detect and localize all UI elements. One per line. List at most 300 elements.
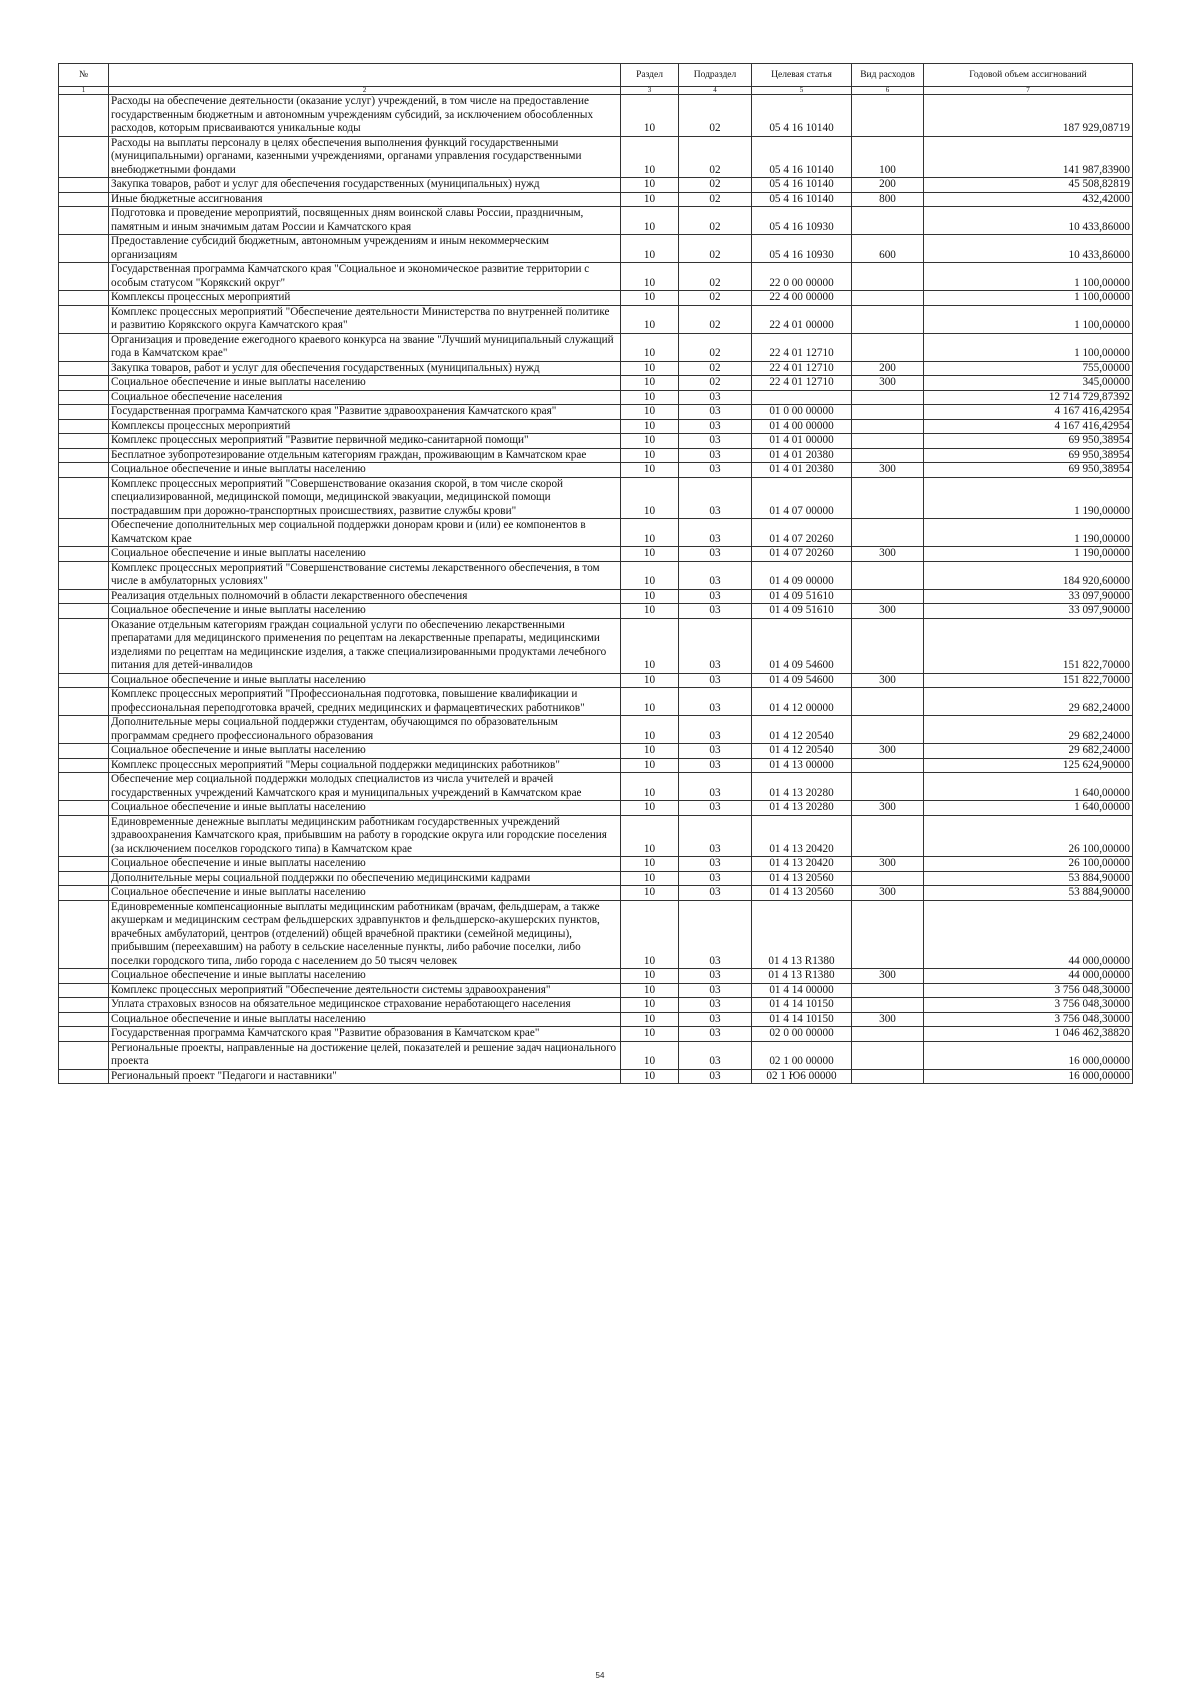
cell-volume: 1 100,00000 <box>924 333 1133 361</box>
cell-num <box>59 801 109 816</box>
cell-name: Государственная программа Камчатского края "Развитие здравоохранения Камчатского края" <box>109 405 621 420</box>
cell-name: Комплекс процессных мероприятий "Обеспечение деятельности системы здравоохранения" <box>109 983 621 998</box>
cell-subsection: 03 <box>679 463 752 478</box>
cell-volume: 69 950,38954 <box>924 448 1133 463</box>
cell-exptype <box>852 448 924 463</box>
cell-volume: 151 822,70000 <box>924 673 1133 688</box>
cell-target: 01 4 09 54600 <box>752 673 852 688</box>
cell-num <box>59 305 109 333</box>
cell-exptype <box>852 333 924 361</box>
cell-volume: 69 950,38954 <box>924 463 1133 478</box>
cell-exptype <box>852 390 924 405</box>
cell-section: 10 <box>621 263 679 291</box>
cell-volume: 29 682,24000 <box>924 716 1133 744</box>
cell-section: 10 <box>621 815 679 857</box>
cell-num <box>59 561 109 589</box>
cell-target: 01 4 00 00000 <box>752 419 852 434</box>
cell-volume: 184 920,60000 <box>924 561 1133 589</box>
cell-name: Дополнительные меры социальной поддержки по обеспечению медицинскими кадрами <box>109 871 621 886</box>
cell-exptype: 300 <box>852 744 924 759</box>
cell-num <box>59 263 109 291</box>
cell-section: 10 <box>621 900 679 969</box>
table-row <box>59 333 1133 361</box>
cell-subsection: 03 <box>679 448 752 463</box>
cell-name: Социальное обеспечение и иные выплаты населению <box>109 744 621 759</box>
table-row <box>59 871 1133 886</box>
cell-name: Социальное обеспечение и иные выплаты населению <box>109 886 621 901</box>
cell-section: 10 <box>621 291 679 306</box>
cell-name: Обеспечение дополнительных мер социальной поддержки донорам крови и (или) ее компонентов в Камчатском крае <box>109 519 621 547</box>
cell-name: Бесплатное зубопротезирование отдельным категориям граждан, проживающим в Камчатском крае <box>109 448 621 463</box>
cell-num <box>59 758 109 773</box>
cell-section: 10 <box>621 983 679 998</box>
cell-exptype <box>852 434 924 449</box>
cell-num <box>59 405 109 420</box>
cell-target: 05 4 16 10930 <box>752 235 852 263</box>
cell-exptype <box>852 1041 924 1069</box>
cell-num <box>59 886 109 901</box>
cell-exptype: 300 <box>852 1012 924 1027</box>
cell-subsection: 03 <box>679 871 752 886</box>
cell-name: Единовременные компенсационные выплаты медицинским работникам (врачам, фельдшерам, а также акушеркам и медицинским сестрам фельдшерских здравпунктов и фельдшерско-акушерских пунктов, врачебных амбулаторий, центров (отделений) общей врачебной практики (семейной медицины), прибывшим (переехавшим) на работу в сельские населенные пункты, либо рабочие поселки, либо поселки городского типа, либо города с населением до 50 тысяч человек <box>109 900 621 969</box>
cell-name: Социальное обеспечение и иные выплаты населению <box>109 801 621 816</box>
cell-target: 01 4 07 20260 <box>752 519 852 547</box>
cell-num <box>59 871 109 886</box>
cell-volume: 1 640,00000 <box>924 773 1133 801</box>
cell-volume: 69 950,38954 <box>924 434 1133 449</box>
cell-target: 01 4 01 20380 <box>752 448 852 463</box>
cell-num <box>59 773 109 801</box>
table-row <box>59 207 1133 235</box>
cell-section: 10 <box>621 333 679 361</box>
cell-name: Социальное обеспечение и иные выплаты населению <box>109 547 621 562</box>
cell-subsection: 02 <box>679 333 752 361</box>
cell-num <box>59 815 109 857</box>
cell-name: Социальное обеспечение и иные выплаты населению <box>109 1012 621 1027</box>
cell-target: 05 4 16 10140 <box>752 178 852 193</box>
table-row <box>59 886 1133 901</box>
cell-volume: 141 987,83900 <box>924 136 1133 178</box>
table-row <box>59 716 1133 744</box>
cell-name: Закупка товаров, работ и услуг для обеспечения государственных (муниципальных) нужд <box>109 361 621 376</box>
header-section: Раздел <box>621 64 679 87</box>
cell-section: 10 <box>621 361 679 376</box>
cell-volume: 45 508,82819 <box>924 178 1133 193</box>
cell-section: 10 <box>621 969 679 984</box>
cell-subsection: 03 <box>679 857 752 872</box>
cell-exptype: 300 <box>852 376 924 391</box>
col-num-2: 2 <box>109 87 621 95</box>
cell-target: 01 4 09 51610 <box>752 589 852 604</box>
cell-volume: 125 624,90000 <box>924 758 1133 773</box>
cell-volume: 3 756 048,30000 <box>924 1012 1133 1027</box>
header-exptype: Вид расходов <box>852 64 924 87</box>
cell-exptype <box>852 773 924 801</box>
cell-num <box>59 136 109 178</box>
table-body <box>59 95 1133 1084</box>
cell-section: 10 <box>621 1069 679 1084</box>
cell-subsection: 03 <box>679 744 752 759</box>
cell-section: 10 <box>621 561 679 589</box>
cell-num <box>59 673 109 688</box>
page-number: 54 <box>595 1671 605 1680</box>
cell-section: 10 <box>621 773 679 801</box>
cell-subsection: 02 <box>679 178 752 193</box>
cell-num <box>59 333 109 361</box>
header-subsection: Подраздел <box>679 64 752 87</box>
cell-name: Региональный проект "Педагоги и наставники" <box>109 1069 621 1084</box>
cell-subsection: 02 <box>679 376 752 391</box>
cell-section: 10 <box>621 405 679 420</box>
table-row <box>59 376 1133 391</box>
cell-section: 10 <box>621 376 679 391</box>
cell-num <box>59 291 109 306</box>
cell-exptype: 200 <box>852 178 924 193</box>
cell-subsection: 02 <box>679 235 752 263</box>
cell-volume: 1 100,00000 <box>924 263 1133 291</box>
cell-target: 22 4 01 12710 <box>752 361 852 376</box>
cell-subsection: 03 <box>679 815 752 857</box>
cell-name: Организация и проведение ежегодного краевого конкурса на звание "Лучший муниципальный служащий года в Камчатском крае" <box>109 333 621 361</box>
table-row <box>59 801 1133 816</box>
cell-name: Комплекс процессных мероприятий "Обеспечение деятельности Министерства по внутренней политике и развитию Корякского округа Камчатского края" <box>109 305 621 333</box>
cell-volume: 10 433,86000 <box>924 235 1133 263</box>
cell-name: Социальное обеспечение населения <box>109 390 621 405</box>
cell-volume: 151 822,70000 <box>924 618 1133 673</box>
table-row <box>59 419 1133 434</box>
cell-target: 05 4 16 10140 <box>752 95 852 137</box>
cell-target: 22 4 01 00000 <box>752 305 852 333</box>
cell-name: Комплекс процессных мероприятий "Развитие первичной медико-санитарной помощи" <box>109 434 621 449</box>
cell-volume: 16 000,00000 <box>924 1041 1133 1069</box>
cell-subsection: 03 <box>679 519 752 547</box>
cell-target: 02 0 00 00000 <box>752 1027 852 1042</box>
cell-name: Комплекс процессных мероприятий "Меры социальной поддержки медицинских работников" <box>109 758 621 773</box>
table-row <box>59 900 1133 969</box>
cell-num <box>59 716 109 744</box>
cell-exptype <box>852 305 924 333</box>
table-row <box>59 998 1133 1013</box>
cell-volume: 345,00000 <box>924 376 1133 391</box>
cell-name: Социальное обеспечение и иные выплаты населению <box>109 969 621 984</box>
cell-target: 01 4 13 20280 <box>752 773 852 801</box>
cell-volume: 33 097,90000 <box>924 604 1133 619</box>
cell-target: 01 4 09 54600 <box>752 618 852 673</box>
cell-num <box>59 744 109 759</box>
table-row <box>59 688 1133 716</box>
cell-subsection: 03 <box>679 589 752 604</box>
cell-exptype: 300 <box>852 886 924 901</box>
header-volume: Годовой объем ассигнований <box>924 64 1133 87</box>
cell-section: 10 <box>621 207 679 235</box>
cell-volume: 12 714 729,87392 <box>924 390 1133 405</box>
cell-exptype <box>852 1069 924 1084</box>
cell-target <box>752 390 852 405</box>
cell-num <box>59 1027 109 1042</box>
cell-num <box>59 547 109 562</box>
cell-subsection: 03 <box>679 419 752 434</box>
cell-name: Социальное обеспечение и иные выплаты населению <box>109 604 621 619</box>
cell-volume: 1 100,00000 <box>924 291 1133 306</box>
cell-num <box>59 1012 109 1027</box>
table-row <box>59 589 1133 604</box>
cell-target: 01 4 14 10150 <box>752 1012 852 1027</box>
cell-name: Дополнительные меры социальной поддержки студентам, обучающимся по образовательным программам среднего профессионального образования <box>109 716 621 744</box>
cell-section: 10 <box>621 419 679 434</box>
cell-target: 01 4 13 20280 <box>752 801 852 816</box>
table-row <box>59 815 1133 857</box>
cell-num <box>59 618 109 673</box>
cell-exptype: 300 <box>852 857 924 872</box>
cell-target: 01 4 13 20560 <box>752 871 852 886</box>
table-row <box>59 673 1133 688</box>
cell-name: Комплекс процессных мероприятий "Профессиональная подготовка, повышение квалификации и профессиональная переподготовка врачей, средних медицинских и фармацевтических работников" <box>109 688 621 716</box>
cell-subsection: 03 <box>679 716 752 744</box>
cell-num <box>59 477 109 519</box>
cell-name: Социальное обеспечение и иные выплаты населению <box>109 376 621 391</box>
cell-subsection: 03 <box>679 688 752 716</box>
cell-num <box>59 998 109 1013</box>
cell-exptype <box>852 688 924 716</box>
cell-target: 01 0 00 00000 <box>752 405 852 420</box>
cell-section: 10 <box>621 673 679 688</box>
cell-subsection: 02 <box>679 207 752 235</box>
cell-volume: 33 097,90000 <box>924 589 1133 604</box>
cell-exptype <box>852 871 924 886</box>
cell-exptype <box>852 618 924 673</box>
cell-volume: 1 046 462,38820 <box>924 1027 1133 1042</box>
cell-exptype <box>852 716 924 744</box>
cell-subsection: 03 <box>679 801 752 816</box>
cell-volume: 4 167 416,42954 <box>924 405 1133 420</box>
table-row <box>59 1012 1133 1027</box>
cell-volume: 755,00000 <box>924 361 1133 376</box>
cell-num <box>59 192 109 207</box>
col-num-5: 5 <box>752 87 852 95</box>
table-row <box>59 983 1133 998</box>
cell-section: 10 <box>621 95 679 137</box>
cell-target: 01 4 01 20380 <box>752 463 852 478</box>
header-target: Целевая статья <box>752 64 852 87</box>
table-row <box>59 405 1133 420</box>
cell-num <box>59 376 109 391</box>
cell-section: 10 <box>621 305 679 333</box>
cell-target: 05 4 16 10140 <box>752 136 852 178</box>
table-row <box>59 744 1133 759</box>
cell-target: 01 4 12 00000 <box>752 688 852 716</box>
table-row <box>59 192 1133 207</box>
cell-name: Расходы на обеспечение деятельности (оказание услуг) учреждений, в том числе на предоставление государственным бюджетным и автономным учреждениям субсидий, за исключением обособленных расходов, которым присваиваются уникальные коды <box>109 95 621 137</box>
cell-subsection: 03 <box>679 1027 752 1042</box>
cell-subsection: 02 <box>679 291 752 306</box>
cell-subsection: 03 <box>679 547 752 562</box>
table-row <box>59 547 1133 562</box>
table-row <box>59 519 1133 547</box>
cell-subsection: 03 <box>679 886 752 901</box>
cell-subsection: 03 <box>679 673 752 688</box>
cell-section: 10 <box>621 136 679 178</box>
cell-section: 10 <box>621 758 679 773</box>
cell-section: 10 <box>621 547 679 562</box>
cell-exptype <box>852 589 924 604</box>
cell-exptype: 300 <box>852 673 924 688</box>
cell-section: 10 <box>621 801 679 816</box>
cell-num <box>59 390 109 405</box>
cell-section: 10 <box>621 744 679 759</box>
cell-target: 01 4 14 00000 <box>752 983 852 998</box>
cell-target: 22 4 01 12710 <box>752 333 852 361</box>
cell-section: 10 <box>621 716 679 744</box>
cell-subsection: 03 <box>679 405 752 420</box>
cell-name: Закупка товаров, работ и услуг для обеспечения государственных (муниципальных) нужд <box>109 178 621 193</box>
cell-exptype: 800 <box>852 192 924 207</box>
cell-exptype <box>852 419 924 434</box>
cell-subsection: 03 <box>679 900 752 969</box>
table-row <box>59 305 1133 333</box>
cell-target: 05 4 16 10930 <box>752 207 852 235</box>
table-row <box>59 434 1133 449</box>
table-row <box>59 448 1133 463</box>
cell-num <box>59 519 109 547</box>
cell-name: Обеспечение мер социальной поддержки молодых специалистов из числа учителей и врачей государственных учреждений Камчатского края и муниципальных учреждений в Камчатском крае <box>109 773 621 801</box>
cell-name: Комплекс процессных мероприятий "Совершенствование системы лекарственного обеспечения, в том числе в амбулаторных условиях" <box>109 561 621 589</box>
cell-name: Государственная программа Камчатского края "Социальное и экономическое развитие территории с особым статусом "Корякский округ" <box>109 263 621 291</box>
cell-volume: 4 167 416,42954 <box>924 419 1133 434</box>
cell-subsection: 03 <box>679 390 752 405</box>
cell-volume: 10 433,86000 <box>924 207 1133 235</box>
cell-target: 01 4 13 00000 <box>752 758 852 773</box>
cell-num <box>59 857 109 872</box>
cell-target: 22 0 00 00000 <box>752 263 852 291</box>
cell-section: 10 <box>621 178 679 193</box>
cell-exptype <box>852 95 924 137</box>
cell-subsection: 03 <box>679 477 752 519</box>
budget-table-page <box>58 63 1132 1084</box>
cell-section: 10 <box>621 235 679 263</box>
cell-exptype <box>852 1027 924 1042</box>
cell-name: Комплексы процессных мероприятий <box>109 419 621 434</box>
cell-target: 01 4 09 00000 <box>752 561 852 589</box>
header-num: № <box>59 64 109 87</box>
cell-exptype: 300 <box>852 547 924 562</box>
cell-section: 10 <box>621 390 679 405</box>
cell-volume: 26 100,00000 <box>924 815 1133 857</box>
cell-name: Оказание отдельным категориям граждан социальной услуги по обеспечению лекарственными препаратами для медицинского применения по рецептам на лекарственные препараты, медицинскими изделиями по рецептам на медицинские изделия, а также специализированными продуктами лечебного питания для детей-инвалидов <box>109 618 621 673</box>
cell-subsection: 02 <box>679 361 752 376</box>
cell-target: 01 4 07 20260 <box>752 547 852 562</box>
cell-target: 01 4 07 00000 <box>752 477 852 519</box>
cell-section: 10 <box>621 604 679 619</box>
table-row <box>59 95 1133 137</box>
cell-target: 01 4 13 20420 <box>752 857 852 872</box>
header-row <box>59 64 1133 87</box>
cell-num <box>59 604 109 619</box>
cell-subsection: 03 <box>679 773 752 801</box>
cell-exptype <box>852 998 924 1013</box>
cell-name: Региональные проекты, направленные на достижение целей, показателей и решение задач национального проекта <box>109 1041 621 1069</box>
cell-exptype <box>852 207 924 235</box>
cell-num <box>59 589 109 604</box>
cell-section: 10 <box>621 618 679 673</box>
col-num-4: 4 <box>679 87 752 95</box>
cell-volume: 44 000,00000 <box>924 969 1133 984</box>
cell-num <box>59 95 109 137</box>
cell-num <box>59 969 109 984</box>
cell-section: 10 <box>621 463 679 478</box>
table-row <box>59 969 1133 984</box>
cell-subsection: 03 <box>679 1012 752 1027</box>
cell-name: Предоставление субсидий бюджетным, автономным учреждениям и иным некоммерческим организациям <box>109 235 621 263</box>
cell-subsection: 02 <box>679 305 752 333</box>
table-row <box>59 857 1133 872</box>
cell-name: Государственная программа Камчатского края "Развитие образования в Камчатском крае" <box>109 1027 621 1042</box>
cell-volume: 53 884,90000 <box>924 871 1133 886</box>
cell-num <box>59 448 109 463</box>
table-row <box>59 561 1133 589</box>
table-row <box>59 235 1133 263</box>
table-row <box>59 773 1133 801</box>
cell-section: 10 <box>621 1041 679 1069</box>
cell-section: 10 <box>621 519 679 547</box>
table-row <box>59 477 1133 519</box>
col-num-3: 3 <box>621 87 679 95</box>
cell-subsection: 03 <box>679 618 752 673</box>
cell-volume: 16 000,00000 <box>924 1069 1133 1084</box>
cell-subsection: 03 <box>679 983 752 998</box>
cell-target: 05 4 16 10140 <box>752 192 852 207</box>
cell-section: 10 <box>621 688 679 716</box>
cell-volume: 53 884,90000 <box>924 886 1133 901</box>
cell-volume: 187 929,08719 <box>924 95 1133 137</box>
cell-exptype: 200 <box>852 361 924 376</box>
cell-num <box>59 434 109 449</box>
cell-section: 10 <box>621 477 679 519</box>
cell-section: 10 <box>621 998 679 1013</box>
cell-num <box>59 900 109 969</box>
cell-target: 01 4 12 20540 <box>752 716 852 744</box>
cell-exptype <box>852 291 924 306</box>
cell-target: 02 1 00 00000 <box>752 1041 852 1069</box>
cell-subsection: 03 <box>679 604 752 619</box>
cell-name: Социальное обеспечение и иные выплаты населению <box>109 673 621 688</box>
cell-volume: 1 190,00000 <box>924 519 1133 547</box>
cell-target: 01 4 01 00000 <box>752 434 852 449</box>
cell-num <box>59 235 109 263</box>
table-row <box>59 361 1133 376</box>
table-row <box>59 758 1133 773</box>
cell-section: 10 <box>621 192 679 207</box>
table-row <box>59 1027 1133 1042</box>
cell-target: 22 4 00 00000 <box>752 291 852 306</box>
cell-exptype <box>852 758 924 773</box>
cell-name: Иные бюджетные ассигнования <box>109 192 621 207</box>
cell-section: 10 <box>621 871 679 886</box>
cell-subsection: 03 <box>679 1041 752 1069</box>
cell-name: Комплекс процессных мероприятий "Совершенствование оказания скорой, в том числе скорой специализированной, медицинской помощи, медицинской эвакуации, медицинской помощи пострадавшим при дорожно-транспортных происшествиях, развитие службы крови" <box>109 477 621 519</box>
cell-name: Комплексы процессных мероприятий <box>109 291 621 306</box>
cell-target: 22 4 01 12710 <box>752 376 852 391</box>
cell-section: 10 <box>621 589 679 604</box>
cell-num <box>59 178 109 193</box>
cell-exptype <box>852 561 924 589</box>
cell-volume: 432,42000 <box>924 192 1133 207</box>
cell-target: 01 4 13 20560 <box>752 886 852 901</box>
cell-exptype: 600 <box>852 235 924 263</box>
cell-target: 01 4 09 51610 <box>752 604 852 619</box>
cell-subsection: 03 <box>679 998 752 1013</box>
cell-section: 10 <box>621 857 679 872</box>
cell-exptype: 100 <box>852 136 924 178</box>
